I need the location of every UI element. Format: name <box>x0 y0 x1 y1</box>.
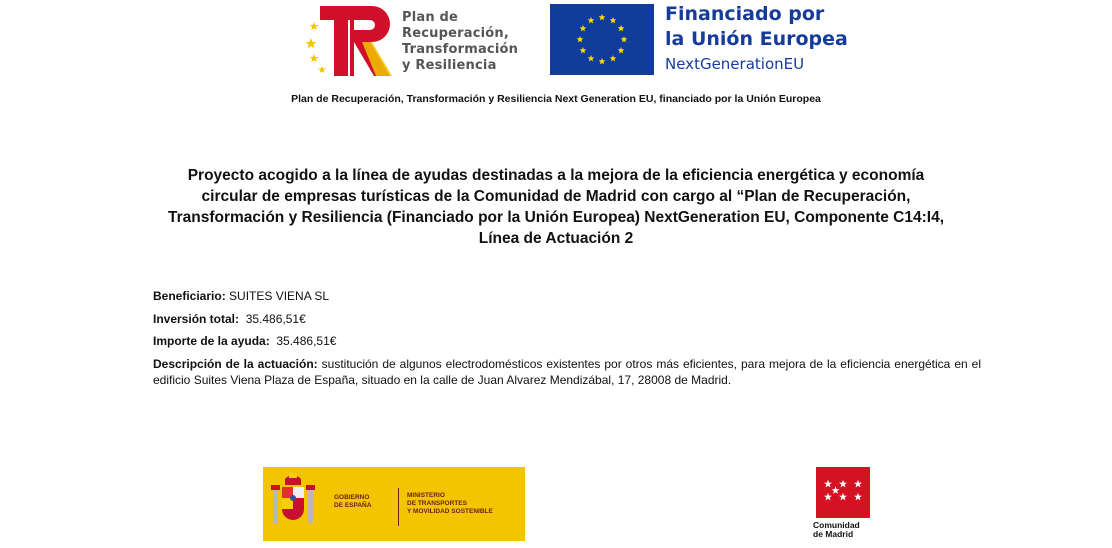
eu-star <box>599 58 606 65</box>
inversion-label: Inversión total: <box>153 312 240 326</box>
eu-star <box>610 55 617 62</box>
madrid-star <box>854 493 862 501</box>
madrid-star <box>832 486 840 494</box>
beneficiario-row <box>153 288 329 304</box>
importe-row <box>153 333 336 349</box>
eu-star <box>618 47 625 54</box>
eu-star <box>580 25 587 32</box>
header-caption: Plan de Recuperación, Transformación y Resiliencia Next Generation EU, financiado por la Unión Europea <box>291 93 821 105</box>
eu-logo-text <box>665 2 848 76</box>
eu-line-nextgen: NextGenerationEU <box>665 55 805 73</box>
comunidad-line: de Madrid <box>813 529 854 539</box>
beneficiario-value: SUITES VIENA SL <box>229 289 330 303</box>
eu-star <box>599 14 606 21</box>
prtr-line: Recuperación, <box>402 26 509 41</box>
importe-value: 35.486,51€ <box>276 334 337 348</box>
prtr-line: Transformación <box>402 42 519 57</box>
gobierno-text <box>334 494 371 510</box>
ministerio-line: Y MOVILIDAD SOSTENIBLE <box>407 508 493 515</box>
gobierno-line: GOBIERNO <box>334 494 370 501</box>
gobierno-divider <box>398 488 399 526</box>
descripcion-label: Descripción de la actuación: <box>153 357 318 371</box>
ministerio-text <box>407 492 493 516</box>
eu-star <box>577 36 584 43</box>
importe-label: Importe de la ayuda: <box>153 334 270 348</box>
eu-star <box>580 47 587 54</box>
madrid-star <box>854 480 862 488</box>
madrid-star <box>839 493 847 501</box>
descripcion-row <box>153 356 981 388</box>
eu-line-financiado: Financiado por <box>665 3 825 25</box>
prtr-logo-text <box>402 10 518 74</box>
inversion-row <box>153 311 306 327</box>
eu-star <box>610 17 617 24</box>
prtr-line: Plan de <box>402 10 459 25</box>
prtr-line: y Resiliencia <box>402 58 497 73</box>
comunidad-line: Comunidad <box>813 520 860 530</box>
beneficiario-label: Beneficiario: <box>153 289 226 303</box>
comunidad-madrid-text <box>813 521 860 539</box>
madrid-star <box>824 480 832 488</box>
eu-flag-icon <box>550 4 654 75</box>
eu-star <box>588 55 595 62</box>
inversion-value: 35.486,51€ <box>245 312 306 326</box>
madrid-star <box>824 493 832 501</box>
eu-star <box>621 36 628 43</box>
comunidad-madrid-flag-icon <box>816 467 870 518</box>
escudo-espana-icon <box>263 467 323 541</box>
eu-star <box>618 25 625 32</box>
eu-line-union: la Unión Europea <box>665 28 848 50</box>
gobierno-line: DE ESPAÑA <box>334 502 372 509</box>
eu-star <box>588 17 595 24</box>
ministerio-line: DE TRANSPORTES <box>407 500 467 507</box>
project-title: Proyecto acogido a la línea de ayudas destinadas a la mejora de la eficiencia energética y economía circular de empresas turísticas de la Comunidad de Madrid con cargo al “Plan de Recuperación, Transformación y Resiliencia (Financiado por la Unión Europea) NextGeneration EU, Componente C14:I4, Línea de Actuación 2 <box>167 167 944 247</box>
descripcion-value: sustitución de algunos electrodomésticos existentes por otros más eficientes, para mejora de la eficiencia energética en el edificio Suites Viena Plaza de España, situado en la calle de Juan Alvarez Mendizábal, 17, 28008 de Madrid. <box>153 357 981 387</box>
madrid-star <box>839 480 847 488</box>
eu-stars-icon <box>550 4 654 75</box>
madrid-stars-icon <box>816 467 870 518</box>
ministerio-line: MINISTERIO <box>407 492 445 499</box>
